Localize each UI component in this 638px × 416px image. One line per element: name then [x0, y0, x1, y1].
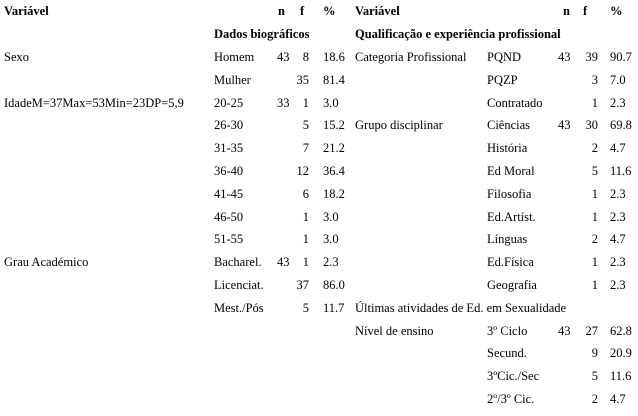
row-pct: 15.2 [323, 118, 345, 133]
row-category: 51-55 [214, 232, 244, 247]
row-pct: 86.0 [323, 278, 345, 292]
row-variable: Categoria Profissional [355, 50, 467, 64]
row-n: 43 [558, 323, 571, 338]
left-header-f: f [300, 4, 305, 18]
row-f: 12 [296, 164, 309, 178]
row-category: História [487, 141, 528, 156]
row-pct: 7.0 [610, 72, 626, 87]
row-f: 1 [302, 209, 309, 224]
row-category: 36-40 [214, 164, 244, 178]
row-pct: 2.3 [610, 209, 626, 224]
right-section-title: Qualificação e experiência profissional [355, 27, 561, 41]
row-variable: Sexo [4, 50, 29, 64]
row-f: 1 [591, 209, 598, 224]
row-pct: 69.8 [610, 118, 632, 133]
row-category: Bacharel. [214, 255, 262, 270]
row-n: 43 [558, 118, 571, 133]
row-f: 1 [302, 95, 309, 110]
row-f: 1 [302, 255, 309, 270]
row-f: 1 [591, 186, 598, 201]
row-category: Licenciat. [214, 278, 264, 292]
right-header-n: n [563, 4, 570, 18]
row-category: PQZP [487, 72, 518, 87]
left-header-variavel: Variável [4, 4, 49, 18]
row-pct: 18.6 [323, 50, 345, 64]
row-f: 30 [585, 118, 598, 133]
row-f: 5 [591, 164, 598, 178]
row-pct: 62.8 [610, 323, 632, 338]
row-category: 41-45 [214, 186, 244, 201]
row-category: Contratado [487, 95, 543, 110]
row-pct: 3.0 [323, 209, 339, 224]
row-pct: 2.3 [610, 186, 626, 201]
row-n: 33 [277, 95, 290, 110]
row-category: Geografia [487, 278, 537, 292]
row-pct: 3.0 [323, 232, 339, 247]
row-category: Homem [214, 50, 255, 64]
row-category: 31-35 [214, 141, 244, 156]
row-variable: Nível de ensino [355, 323, 434, 338]
row-f: 37 [296, 278, 309, 292]
row-pct: 11.6 [610, 164, 632, 178]
row-pct: 2.3 [323, 255, 339, 270]
row-pct: 11.6 [610, 369, 632, 384]
row-pct: 2.3 [610, 255, 626, 270]
row-category: Ed Moral [487, 164, 535, 178]
row-variable: IdadeM=37Max=53Min=23DP=5,9 [4, 95, 184, 110]
row-f: 8 [302, 50, 309, 64]
row-pct: 2.3 [610, 95, 626, 110]
row-pct: 4.7 [610, 141, 626, 156]
row-f: 1 [591, 255, 598, 270]
left-section-title: Dados biográficos [214, 27, 310, 41]
row-variable: Grau Académico [4, 255, 89, 270]
row-category: Filosofia [487, 186, 532, 201]
row-category: 3º Ciclo [487, 323, 528, 338]
row-category: Ciências [487, 118, 531, 133]
row-f: 5 [302, 300, 309, 315]
row-f: 9 [591, 346, 598, 361]
row-n: 43 [558, 50, 571, 64]
row-pct: 20.9 [610, 346, 632, 361]
row-f: 7 [302, 141, 309, 156]
row-category: Mest./Pós [214, 300, 264, 315]
left-header-pct: % [323, 4, 336, 18]
row-category: Secund. [487, 346, 527, 361]
row-variable: Grupo disciplinar [355, 118, 443, 133]
row-n: 43 [277, 50, 290, 64]
row-f: 1 [302, 232, 309, 247]
row-category: 46-50 [214, 209, 244, 224]
row-f: 1 [591, 95, 598, 110]
row-f: 35 [296, 72, 309, 87]
row-category: 2º/3º Cic. [487, 392, 535, 406]
row-n: 43 [277, 255, 290, 270]
row-pct: 4.7 [610, 232, 626, 247]
row-pct: 36.4 [323, 164, 345, 178]
row-category: 26-30 [214, 118, 244, 133]
right-header-f: f [583, 4, 588, 18]
row-category: Ed.Artíst. [487, 209, 536, 224]
right-header-pct: % [610, 4, 623, 18]
row-category: Mulher [214, 72, 251, 87]
row-pct: 18.2 [323, 186, 345, 201]
row-f: 27 [585, 323, 598, 338]
row-category: PQND [487, 50, 522, 64]
row-f: 3 [591, 72, 598, 87]
row-category: Ed.Física [487, 255, 534, 270]
row-category: 3ºCic./Sec [487, 369, 540, 384]
row-f: 5 [302, 118, 309, 133]
row-pct: 11.7 [323, 300, 345, 315]
left-header-n: n [278, 4, 285, 18]
row-pct: 3.0 [323, 95, 339, 110]
row-f: 1 [591, 278, 598, 292]
row-pct: 21.2 [323, 141, 345, 156]
row-category: Línguas [487, 232, 528, 247]
row-pct: 90.7 [610, 50, 632, 64]
row-pct: 81.4 [323, 72, 345, 87]
right-header-variavel: Variável [355, 4, 400, 18]
row-f: 39 [585, 50, 598, 64]
row-category: 20-25 [214, 95, 244, 110]
row-f: 6 [302, 186, 309, 201]
row-f: 2 [591, 232, 598, 247]
row-pct: 2.3 [610, 278, 626, 292]
row-pct: 4.7 [610, 392, 626, 406]
right-subsection-title: Últimas atividades de Ed. em Sexualidade [355, 300, 567, 315]
row-f: 2 [591, 392, 598, 406]
row-f: 2 [591, 141, 598, 156]
row-f: 5 [591, 369, 598, 384]
